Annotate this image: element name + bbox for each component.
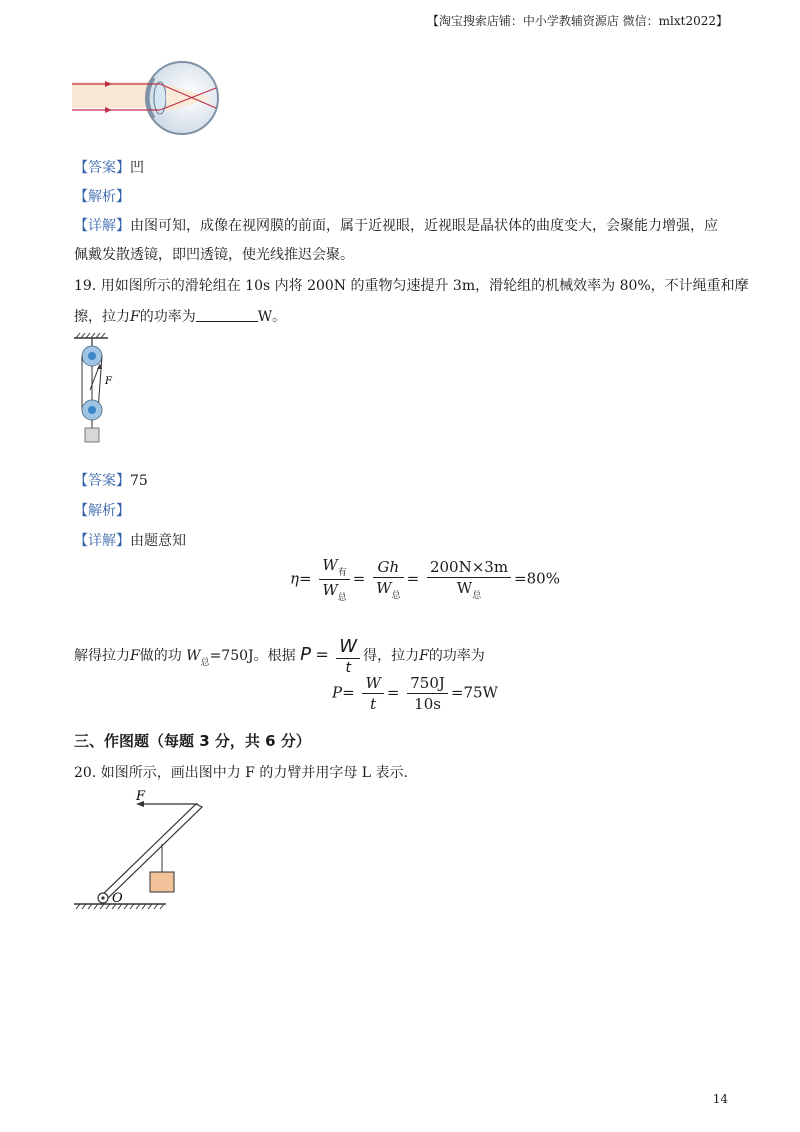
q18-analysis-line (74, 186, 130, 206)
section-heading: 三、作图题（每题 3 分，共 6 分） (74, 732, 311, 750)
q19-answer-line: 【答案】75 (74, 473, 148, 489)
answer-value: 凹 (130, 160, 144, 176)
light-beam (72, 82, 157, 108)
header-shop-info: 【淘宝搜索店铺：中小学教辅资源店 微信：mlxt2022】 (426, 14, 728, 28)
answer-value: 75 (130, 473, 148, 489)
analysis-tag: 【解析】 (74, 189, 130, 205)
hanging-block (150, 872, 174, 892)
force-label: F (136, 789, 146, 804)
answer-blank (196, 309, 258, 322)
force-label: F (105, 376, 112, 387)
lever-diagram (70, 786, 220, 912)
q18-detail-line1 (74, 215, 718, 235)
efficiency-equation: η= $\frac{W_有}{W_总}$ = $\frac{Gh}{W_总}$ = $\frac{200N\times 3m}{W_总}$ =80% (290, 556, 560, 603)
power-equation: P= $\frac{W}{t}$ = $\frac{750J}{10s}$ =75W (332, 674, 498, 713)
solve-line: 解得拉力F做的功 $W_总=750J$。根据 P = $\frac{W}{t}$ 得，拉力F的功率为 (74, 636, 485, 676)
answer-tag: 【答案】 (74, 160, 130, 176)
page-number: 14 (712, 1092, 728, 1106)
crystalline-lens (154, 82, 166, 114)
detail-tag: 【详解】 (74, 218, 130, 234)
q18-detail-line2: 佩戴发散透镜，即凹透镜，使光线推迟会聚。 (74, 247, 354, 263)
q19-analysis-line: 【解析】 (74, 503, 130, 519)
pulley-diagram (70, 332, 130, 446)
q19-detail-line: 【详解】由题意知 (74, 533, 186, 549)
eye-diagram (72, 58, 232, 140)
q19-question-line2: 擦，拉力F的功率为 W。 (74, 309, 287, 325)
q18-answer-line (74, 157, 144, 177)
weight-block (85, 428, 99, 442)
q20-question: 20. 如图所示，画出图中力 F 的力臂并用字母 L 表示. (74, 765, 408, 781)
pivot-label: O (112, 891, 123, 906)
detail-text: 由图可知，成像在视网膜的前面，属于近视眼，近视眼是晶状体的曲度变大，会聚能力增强，应 (130, 218, 718, 234)
q19-question-line1: 19. 用如图所示的滑轮组在 10s 内将 200N 的重物匀速提升 3m，滑轮组的机械效率为 80%，不计绳重和摩 (74, 278, 749, 294)
